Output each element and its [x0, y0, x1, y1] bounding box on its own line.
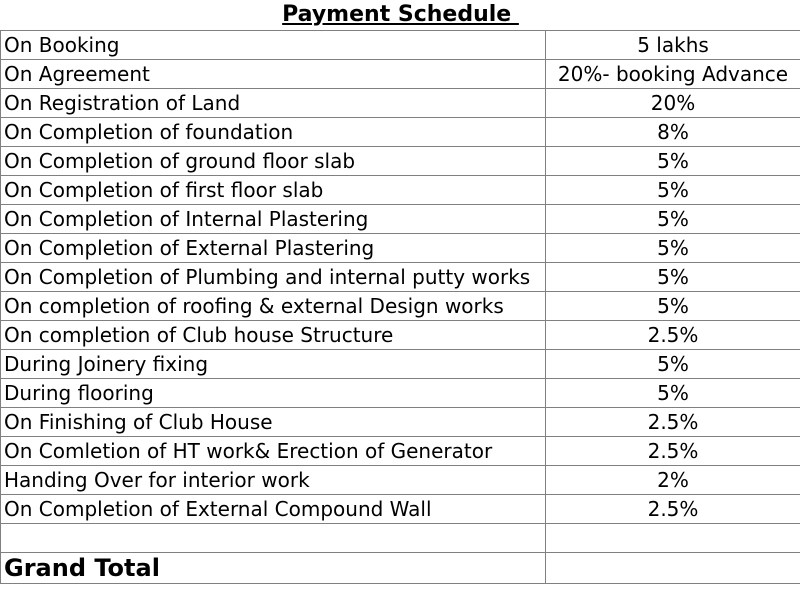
table-row [1, 292, 800, 321]
amount-cell: 5% [546, 379, 800, 408]
table-row [1, 495, 800, 524]
stage-cell [1, 524, 546, 553]
amount-cell: 5% [546, 234, 800, 263]
amount-cell: 20%- booking Advance [546, 60, 800, 89]
table-row [1, 466, 800, 495]
amount-cell: 5% [546, 205, 800, 234]
table-row [1, 176, 800, 205]
title-text: Payment Schedule [282, 2, 519, 27]
stage-cell: On Completion of foundation [1, 118, 546, 147]
stage-cell: On Completion of first floor slab [1, 176, 546, 205]
table-row [1, 437, 800, 466]
grand-total-label: Grand Total [1, 553, 546, 584]
amount-cell: 2.5% [546, 495, 800, 524]
amount-cell: 2.5% [546, 408, 800, 437]
amount-cell [546, 524, 800, 553]
stage-cell: On Comletion of HT work& Erection of Generator [1, 437, 546, 466]
table-row [1, 118, 800, 147]
grand-total-row [1, 553, 800, 584]
stage-cell: On Registration of Land [1, 89, 546, 118]
table-row [1, 524, 800, 553]
table-row [1, 408, 800, 437]
amount-cell: 20% [546, 89, 800, 118]
table-title [1, 0, 800, 31]
stage-cell: Handing Over for interior work [1, 466, 546, 495]
amount-cell: 2.5% [546, 321, 800, 350]
table-row [1, 89, 800, 118]
amount-cell: 8% [546, 118, 800, 147]
title-row [1, 0, 800, 31]
table-row [1, 321, 800, 350]
amount-cell: 5% [546, 263, 800, 292]
stage-cell: During flooring [1, 379, 546, 408]
table-row [1, 234, 800, 263]
stage-cell: On Booking [1, 31, 546, 60]
table-row [1, 60, 800, 89]
amount-cell: 5% [546, 350, 800, 379]
stage-cell: During Joinery fixing [1, 350, 546, 379]
stage-cell: On completion of roofing & external Design works [1, 292, 546, 321]
stage-cell: On Finishing of Club House [1, 408, 546, 437]
stage-cell: On Completion of External Compound Wall [1, 495, 546, 524]
stage-cell: On Completion of Internal Plastering [1, 205, 546, 234]
amount-cell: 2% [546, 466, 800, 495]
stage-cell: On Completion of External Plastering [1, 234, 546, 263]
table-row [1, 350, 800, 379]
amount-cell: 5% [546, 292, 800, 321]
amount-cell: 5% [546, 147, 800, 176]
stage-cell: On completion of Club house Structure [1, 321, 546, 350]
grand-total-value [546, 553, 800, 584]
table-row [1, 263, 800, 292]
stage-cell: On Completion of Plumbing and internal putty works [1, 263, 546, 292]
stage-cell: On Agreement [1, 60, 546, 89]
amount-cell: 5 lakhs [546, 31, 800, 60]
schedule-rows [1, 31, 800, 553]
stage-cell: On Completion of ground floor slab [1, 147, 546, 176]
table-row [1, 205, 800, 234]
amount-cell: 2.5% [546, 437, 800, 466]
amount-cell: 5% [546, 176, 800, 205]
table-row [1, 147, 800, 176]
table-row [1, 31, 800, 60]
table-row [1, 379, 800, 408]
